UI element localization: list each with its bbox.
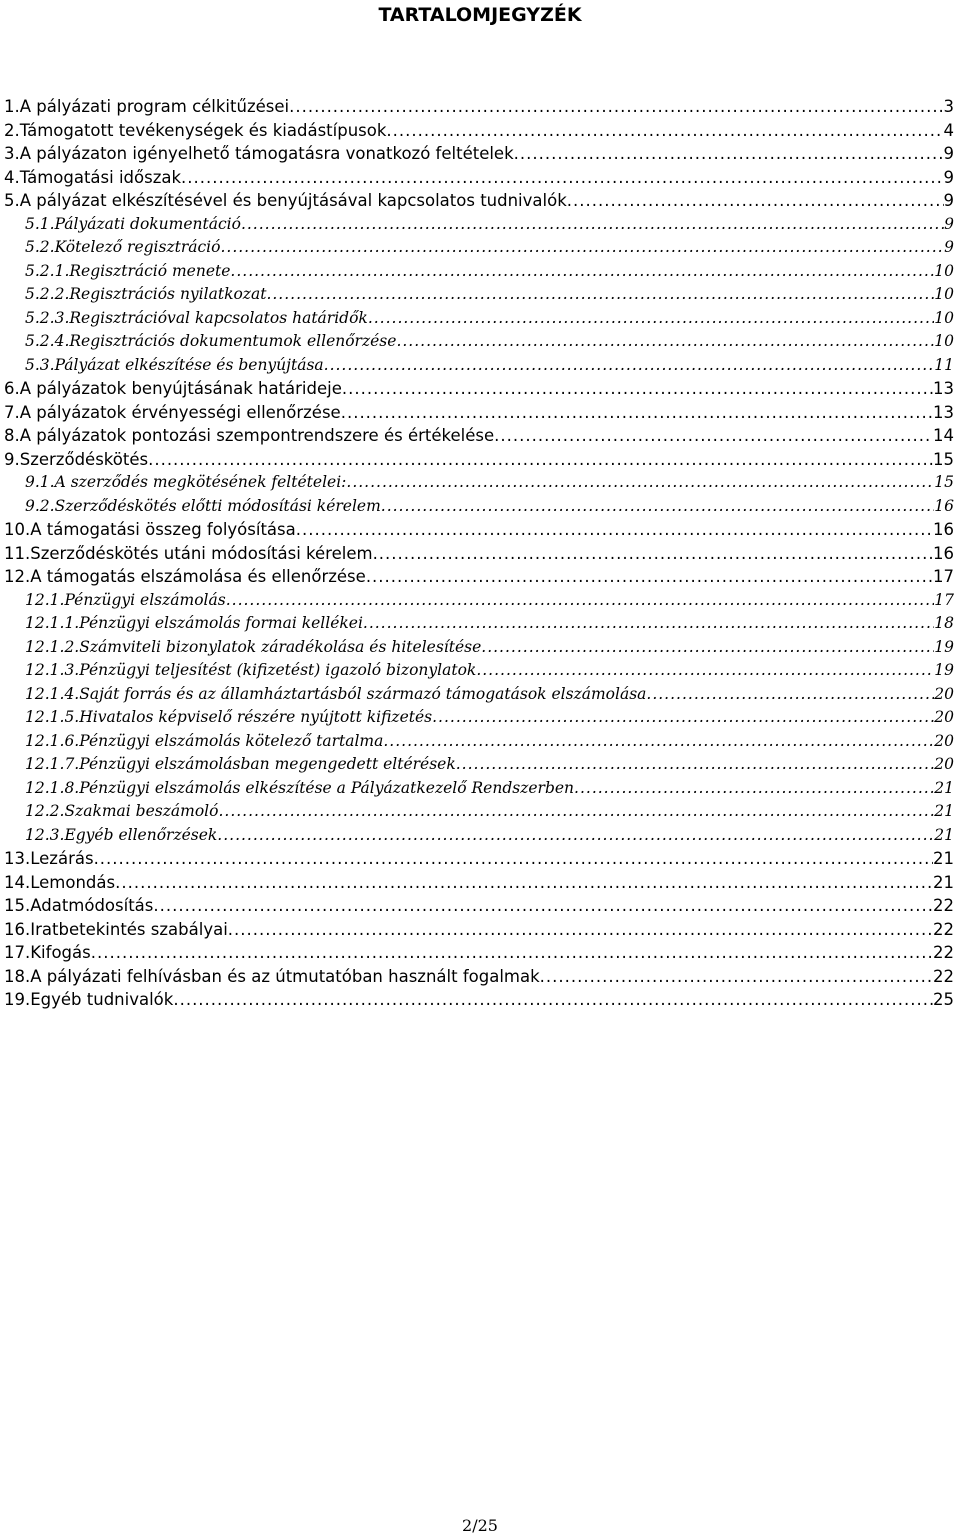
toc-dot-leader — [574, 779, 934, 797]
toc-dot-leader — [153, 896, 933, 915]
toc-entry-label: 12.1.5.Hivatalos képviselő részére nyújtott kifizetés — [25, 708, 433, 726]
toc-dot-leader — [173, 990, 933, 1009]
toc-dot-leader — [266, 285, 934, 303]
toc-entry-label: 12.1.6.Pénzügyi elszámolás kötelező tartalma — [25, 731, 384, 750]
toc-entry-page-number: 21 — [934, 802, 954, 820]
toc-entry-page-number: 9 — [943, 167, 954, 187]
toc-dot-leader — [381, 497, 934, 515]
toc-entry[interactable] — [25, 473, 954, 491]
toc-dot-leader — [396, 332, 934, 350]
toc-entry[interactable] — [4, 191, 954, 210]
toc-entry[interactable] — [4, 567, 954, 586]
toc-entry-label: 6.A pályázatok benyújtásának határideje — [4, 379, 342, 398]
toc-entry-label: 5.2.2.Regisztrációs nyilatkozat — [25, 285, 267, 303]
toc-entry[interactable] — [4, 121, 954, 140]
toc-entry-page-number: 20 — [934, 708, 954, 726]
toc-entry-label: 1.A pályázati program célkitűzései — [4, 97, 290, 116]
toc-entry-page-number: 10 — [934, 285, 954, 303]
toc-entry[interactable] — [4, 97, 954, 116]
toc-entry-page-number: 16 — [933, 520, 954, 539]
toc-entry[interactable] — [25, 779, 954, 797]
toc-dot-leader — [181, 168, 943, 187]
toc-entry[interactable] — [25, 638, 954, 656]
toc-dot-leader — [346, 473, 934, 491]
toc-dot-leader — [217, 826, 934, 844]
toc-entry-label: 18.A pályázati felhívásban és az útmutatóban használt fogalmak — [4, 966, 540, 986]
toc-entry-label: 12.1.3.Pénzügyi teljesítést (kifizetést) igazoló bizonylatok — [25, 661, 477, 679]
toc-entry[interactable] — [4, 403, 954, 422]
toc-entry-label: 9.1.A szerződés megkötésének feltételei: — [25, 473, 347, 491]
toc-dot-leader — [432, 708, 934, 726]
toc-entry[interactable] — [4, 379, 954, 398]
toc-entry-page-number: 25 — [933, 990, 954, 1009]
toc-entry-label: 3.A pályázaton igényelhető támogatásra vonatkozó feltételek — [4, 144, 514, 163]
toc-dot-leader — [324, 356, 935, 374]
toc-entry-page-number: 9 — [943, 191, 954, 210]
toc-entry[interactable] — [25, 285, 954, 303]
toc-entry[interactable] — [25, 685, 954, 703]
toc-entry-label: 8.A pályázatok pontozási szempontrendszere és értékelése — [4, 426, 495, 445]
toc-entry-page-number: 16 — [934, 496, 954, 515]
toc-entry-page-number: 18 — [934, 614, 954, 632]
toc-entry[interactable] — [4, 168, 954, 187]
toc-entry[interactable] — [25, 802, 954, 820]
toc-entry-label: 5.2.1.Regisztráció menete — [25, 261, 231, 280]
toc-entry-page-number: 22 — [933, 896, 954, 915]
toc-dot-leader — [540, 967, 933, 986]
toc-entry[interactable] — [4, 920, 954, 939]
toc-dot-leader — [341, 403, 933, 422]
toc-entry-label: 12.1.4.Saját forrás és az államháztartásból származó támogatások elszámolása — [25, 684, 647, 703]
toc-entry-label: 17.Kifogás — [4, 943, 91, 962]
toc-entry-label: 10.A támogatási összeg folyósítása — [4, 520, 296, 539]
toc-entry-page-number: 10 — [934, 332, 954, 350]
toc-entry-page-number: 20 — [934, 684, 954, 703]
toc-entry-label: 13.Lezárás — [4, 849, 94, 868]
toc-entry[interactable] — [25, 215, 954, 233]
toc-dot-leader — [476, 661, 934, 679]
toc-dot-leader — [386, 121, 943, 140]
toc-entry[interactable] — [25, 826, 954, 844]
toc-entry-label: 12.1.Pénzügyi elszámolás — [25, 590, 226, 609]
toc-entry[interactable] — [4, 896, 954, 915]
toc-dot-leader — [226, 591, 935, 609]
toc-dot-leader — [373, 544, 933, 563]
toc-entry-label: 15.Adatmódosítás — [4, 896, 154, 915]
toc-entry[interactable] — [25, 591, 954, 609]
toc-entry-page-number: 10 — [934, 261, 954, 280]
toc-entry-page-number: 17 — [934, 590, 954, 609]
toc-dot-leader — [514, 144, 944, 163]
toc-entry[interactable] — [25, 332, 954, 350]
toc-entry-page-number: 22 — [933, 919, 954, 939]
toc-entry-page-number: 10 — [934, 308, 954, 327]
toc-entry[interactable] — [25, 356, 954, 374]
toc-dot-leader — [241, 215, 944, 233]
toc-entry-label: 19.Egyéb tudnivalók — [4, 990, 174, 1009]
toc-entry-label: 11.Szerződéskötés utáni módosítási kérelem — [4, 543, 373, 563]
toc-entry-page-number: 19 — [934, 637, 954, 656]
toc-entry[interactable] — [4, 544, 954, 563]
page-number: 2/25 — [462, 1516, 498, 1535]
toc-entry-page-number: 21 — [934, 825, 954, 844]
toc-entry-label: 5.2.Kötelező regisztráció — [25, 238, 221, 256]
toc-entry[interactable] — [25, 732, 954, 750]
toc-entry-label: 5.2.4.Regisztrációs dokumentumok ellenőrzése — [25, 332, 397, 350]
toc-entry-page-number: 21 — [934, 778, 954, 797]
toc-dot-leader — [115, 873, 933, 892]
toc-entry-page-number: 15 — [933, 449, 954, 469]
toc-entry-page-number: 16 — [933, 543, 954, 563]
toc-dot-leader — [456, 755, 935, 773]
toc-entry-label: 16.Iratbetekintés szabályai — [4, 919, 228, 939]
toc-dot-leader — [296, 520, 933, 539]
toc-dot-leader — [368, 309, 934, 327]
toc-entry[interactable] — [25, 755, 954, 773]
toc-dot-leader — [220, 238, 944, 256]
toc-entry[interactable] — [4, 990, 954, 1009]
toc-entry-page-number: 13 — [933, 402, 954, 422]
toc-entry-label: 12.1.7.Pénzügyi elszámolásban megengedett eltérések — [25, 755, 456, 773]
toc-dot-leader — [366, 567, 933, 586]
toc-entry-label: 12.A támogatás elszámolása és ellenőrzése — [4, 567, 366, 586]
toc-entry-label: 5.A pályázat elkészítésével és benyújtásával kapcsolatos tudnivalók — [4, 191, 567, 210]
toc-entry-label: 14.Lemondás — [4, 872, 116, 892]
toc-dot-leader — [567, 191, 944, 210]
toc-entry[interactable] — [25, 309, 954, 327]
toc-entry-page-number: 21 — [933, 872, 954, 892]
toc-entry[interactable] — [4, 520, 954, 539]
toc-entry-page-number: 20 — [934, 755, 954, 773]
toc-entry-page-number: 15 — [934, 473, 954, 491]
toc-dot-leader — [342, 379, 933, 398]
toc-entry-page-number: 9 — [944, 238, 954, 256]
toc-dot-leader — [148, 450, 933, 469]
toc-entry-label: 5.2.3.Regisztrációval kapcsolatos határidők — [25, 308, 368, 327]
toc-entry[interactable] — [4, 450, 954, 469]
toc-entry[interactable] — [4, 873, 954, 892]
toc-entry-label: 12.2.Szakmai beszámoló — [25, 802, 219, 820]
toc-entry[interactable] — [4, 426, 954, 445]
toc-entry-page-number: 4 — [943, 120, 954, 140]
toc-entry-page-number: 20 — [934, 731, 954, 750]
toc-entry-label: 9.2.Szerződéskötés előtti módosítási kérelem — [25, 496, 381, 515]
toc-entry-page-number: 19 — [934, 661, 954, 679]
toc-entry-label: 12.3.Egyéb ellenőrzések — [25, 825, 218, 844]
toc-entry[interactable] — [4, 943, 954, 962]
toc-entry-label: 12.1.1.Pénzügyi elszámolás formai kellékei — [25, 614, 363, 632]
toc-dot-leader — [91, 943, 933, 962]
toc-entry-label: 2.Támogatott tevékenységek és kiadástípusok — [4, 120, 387, 140]
toc-entry-page-number: 9 — [943, 144, 954, 163]
toc-dot-leader — [230, 262, 934, 280]
toc-dot-leader — [494, 426, 933, 445]
toc-entry-label: 5.3.Pályázat elkészítése és benyújtása — [25, 355, 324, 374]
toc-entry-page-number: 9 — [944, 214, 954, 233]
toc-entry-page-number: 22 — [933, 943, 954, 962]
toc-dot-leader — [289, 97, 943, 116]
toc-entry-label: 5.1.Pályázati dokumentáció — [25, 214, 241, 233]
toc-dot-leader — [94, 849, 933, 868]
toc-entry-page-number: 3 — [943, 97, 954, 116]
toc-dot-leader — [363, 614, 934, 632]
toc-entry-page-number: 22 — [933, 966, 954, 986]
toc-entry-page-number: 11 — [934, 355, 954, 374]
toc-dot-leader — [218, 802, 934, 820]
toc-entry-label: 12.1.8.Pénzügyi elszámolás elkészítése a Pályázatkezelő Rendszerben — [25, 778, 575, 797]
toc-dot-leader — [383, 732, 934, 750]
toc-entry[interactable] — [4, 849, 954, 868]
toc-entry[interactable] — [25, 614, 954, 632]
document-title: TARTALOMJEGYZÉK — [378, 4, 582, 26]
toc-entry-label: 12.1.2.Számviteli bizonylatok záradékolása és hitelesítése — [25, 637, 482, 656]
toc-entry-page-number: 14 — [933, 426, 954, 445]
toc-entry[interactable] — [4, 967, 954, 986]
toc-dot-leader — [481, 638, 934, 656]
toc-entry[interactable] — [25, 238, 954, 256]
toc-entry-label: 9.Szerződéskötés — [4, 449, 149, 469]
toc-entry[interactable] — [25, 497, 954, 515]
toc-entry[interactable] — [25, 708, 954, 726]
toc-entry[interactable] — [25, 661, 954, 679]
toc-entry[interactable] — [25, 262, 954, 280]
toc-entry[interactable] — [4, 144, 954, 163]
toc-entry-page-number: 21 — [933, 849, 954, 868]
toc-dot-leader — [228, 920, 933, 939]
toc-dot-leader — [646, 685, 934, 703]
toc-entry-label: 7.A pályázatok érvényességi ellenőrzése — [4, 402, 341, 422]
toc-entry-label: 4.Támogatási időszak — [4, 167, 182, 187]
toc-entry-page-number: 13 — [933, 379, 954, 398]
toc-entry-page-number: 17 — [933, 567, 954, 586]
